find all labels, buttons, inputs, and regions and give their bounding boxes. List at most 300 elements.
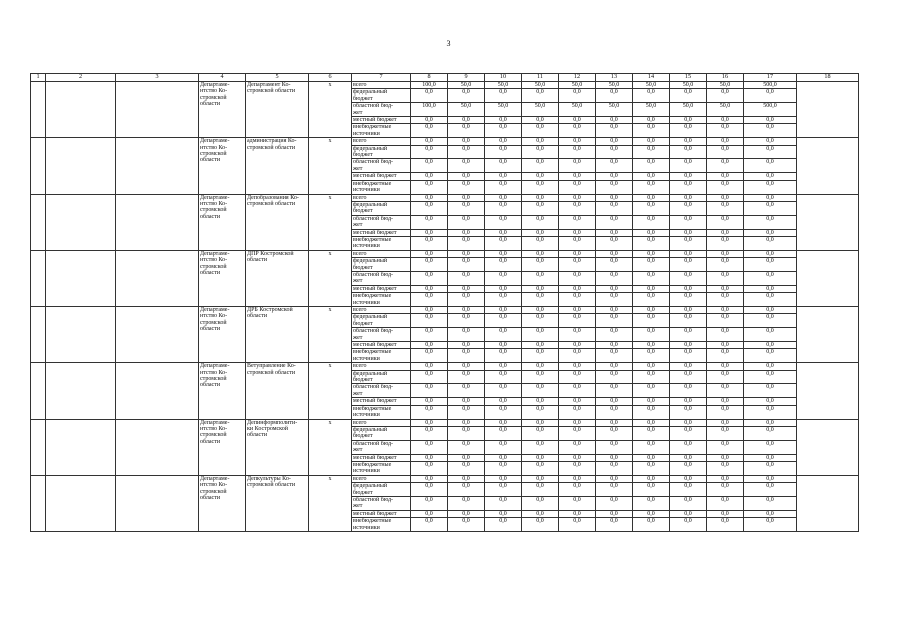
value-cell: 0,0	[596, 384, 633, 398]
funding-source-label: областной бюд- жет	[352, 384, 411, 398]
value-cell: 0,0	[744, 285, 797, 292]
value-cell: 0,0	[559, 124, 596, 138]
value-cell: 0,0	[670, 370, 707, 384]
funding-source-label: федеральный бюджет	[352, 483, 411, 497]
value-cell: 0,0	[559, 342, 596, 349]
value-cell: 0,0	[559, 518, 596, 532]
value-cell: 0,0	[522, 328, 559, 342]
value-cell: 0,0	[411, 250, 448, 257]
value-cell: 0,0	[633, 145, 670, 159]
value-cell: 0,0	[596, 510, 633, 517]
value-cell: 0,0	[633, 454, 670, 461]
value-cell: 0,0	[522, 440, 559, 454]
empty-cell-col2	[46, 194, 116, 250]
value-cell: 0,0	[559, 384, 596, 398]
value-cell: 0,0	[485, 496, 522, 510]
empty-cell-col1	[31, 138, 46, 194]
value-cell: 0,0	[448, 173, 485, 180]
value-cell: 0,0	[670, 349, 707, 363]
value-cell: 0,0	[559, 307, 596, 314]
value-cell: 0,0	[485, 258, 522, 272]
column-header-15: 15	[670, 74, 707, 82]
column-header-7: 7	[352, 74, 411, 82]
column-header-17: 17	[744, 74, 797, 82]
value-cell: 0,0	[707, 475, 744, 482]
value-cell: 0,0	[707, 159, 744, 173]
table-row	[31, 475, 859, 482]
value-cell: 0,0	[559, 271, 596, 285]
value-cell: 50,0	[707, 103, 744, 117]
value-cell: 0,0	[707, 117, 744, 124]
value-cell: 0,0	[744, 124, 797, 138]
empty-cell-col1	[31, 475, 46, 531]
value-cell: 0,0	[411, 258, 448, 272]
value-cell: 0,0	[559, 440, 596, 454]
value-cell: 0,0	[744, 250, 797, 257]
table-row	[31, 250, 859, 257]
value-cell: 0,0	[596, 483, 633, 497]
value-cell: 0,0	[559, 180, 596, 194]
value-cell: 0,0	[633, 370, 670, 384]
empty-cell-col3	[116, 82, 199, 138]
value-cell: 0,0	[522, 363, 559, 370]
value-cell: 0,0	[411, 475, 448, 482]
value-cell: 0,0	[411, 419, 448, 426]
value-cell: 0,0	[596, 215, 633, 229]
value-cell: 0,0	[411, 454, 448, 461]
value-cell: 0,0	[485, 117, 522, 124]
value-cell: 0,0	[596, 454, 633, 461]
value-cell: 0,0	[559, 89, 596, 103]
funding-source-label: местный бюджет	[352, 173, 411, 180]
value-cell: 0,0	[559, 363, 596, 370]
value-cell: 0,0	[559, 426, 596, 440]
value-cell: 0,0	[448, 314, 485, 328]
value-cell: 100,0	[411, 103, 448, 117]
value-cell: 0,0	[744, 258, 797, 272]
value-cell: 0,0	[485, 328, 522, 342]
value-cell: 50,0	[448, 82, 485, 89]
co-executor-cell: Ветуправление Ко- стромской области	[246, 363, 309, 419]
value-cell: 0,0	[448, 180, 485, 194]
value-cell: 0,0	[411, 236, 448, 250]
indicator-cell: х	[309, 194, 352, 250]
value-cell: 0,0	[744, 236, 797, 250]
value-cell: 0,0	[485, 173, 522, 180]
funding-source-label: внебюджетные источники	[352, 518, 411, 532]
table-row	[31, 307, 859, 314]
value-cell: 0,0	[559, 145, 596, 159]
value-cell: 0,0	[522, 510, 559, 517]
value-cell: 0,0	[485, 159, 522, 173]
value-cell: 0,0	[633, 194, 670, 201]
value-cell: 50,0	[559, 103, 596, 117]
indicator-cell: х	[309, 363, 352, 419]
empty-cell-col3	[116, 363, 199, 419]
value-cell: 0,0	[670, 398, 707, 405]
value-cell: 0,0	[670, 342, 707, 349]
value-cell: 0,0	[485, 454, 522, 461]
value-cell: 0,0	[411, 173, 448, 180]
value-cell: 0,0	[448, 124, 485, 138]
value-cell: 0,0	[707, 138, 744, 145]
value-cell: 0,0	[559, 370, 596, 384]
value-cell: 0,0	[670, 173, 707, 180]
value-cell: 0,0	[744, 363, 797, 370]
value-cell: 0,0	[744, 229, 797, 236]
funding-source-label: всего	[352, 82, 411, 89]
funding-source-label: всего	[352, 194, 411, 201]
value-cell: 0,0	[744, 180, 797, 194]
value-cell: 0,0	[670, 293, 707, 307]
funding-source-label: областной бюд- жет	[352, 159, 411, 173]
funding-source-label: областной бюд- жет	[352, 440, 411, 454]
value-cell: 0,0	[744, 138, 797, 145]
value-cell: 0,0	[670, 229, 707, 236]
indicator-cell: х	[309, 307, 352, 363]
value-cell: 0,0	[707, 215, 744, 229]
value-cell: 0,0	[522, 180, 559, 194]
value-cell: 0,0	[596, 370, 633, 384]
value-cell: 0,0	[485, 398, 522, 405]
value-cell: 0,0	[596, 461, 633, 475]
value-cell: 0,0	[559, 419, 596, 426]
value-cell: 0,0	[707, 342, 744, 349]
value-cell: 0,0	[411, 349, 448, 363]
value-cell: 0,0	[633, 124, 670, 138]
value-cell: 0,0	[633, 180, 670, 194]
value-cell: 0,0	[633, 201, 670, 215]
value-cell: 0,0	[707, 483, 744, 497]
value-cell: 500,0	[744, 82, 797, 89]
value-cell: 0,0	[633, 215, 670, 229]
responsible-executor-cell: Департаме- нтство Ко- стромской области	[199, 82, 246, 138]
value-cell: 0,0	[670, 285, 707, 292]
value-cell: 0,0	[485, 307, 522, 314]
value-cell: 0,0	[633, 461, 670, 475]
funding-source-label: всего	[352, 307, 411, 314]
value-cell: 0,0	[744, 307, 797, 314]
value-cell: 0,0	[411, 201, 448, 215]
value-cell: 0,0	[411, 145, 448, 159]
value-cell: 50,0	[596, 103, 633, 117]
value-cell: 0,0	[596, 426, 633, 440]
empty-cell-col18	[797, 250, 859, 306]
value-cell: 0,0	[448, 398, 485, 405]
value-cell: 0,0	[522, 117, 559, 124]
value-cell: 0,0	[707, 180, 744, 194]
value-cell: 0,0	[670, 475, 707, 482]
value-cell: 0,0	[596, 293, 633, 307]
value-cell: 0,0	[485, 271, 522, 285]
value-cell: 0,0	[522, 201, 559, 215]
value-cell: 0,0	[707, 229, 744, 236]
value-cell: 0,0	[559, 258, 596, 272]
value-cell: 0,0	[596, 314, 633, 328]
responsible-executor-cell: Департаме- нтство Ко- стромской области	[199, 307, 246, 363]
empty-cell-col18	[797, 194, 859, 250]
value-cell: 0,0	[707, 398, 744, 405]
value-cell: 0,0	[633, 159, 670, 173]
column-header-8: 8	[411, 74, 448, 82]
value-cell: 0,0	[596, 271, 633, 285]
value-cell: 0,0	[559, 194, 596, 201]
value-cell: 0,0	[633, 173, 670, 180]
empty-cell-col1	[31, 194, 46, 250]
funding-source-label: областной бюд- жет	[352, 103, 411, 117]
value-cell: 0,0	[522, 454, 559, 461]
value-cell: 0,0	[522, 194, 559, 201]
value-cell: 0,0	[633, 342, 670, 349]
value-cell: 0,0	[485, 215, 522, 229]
value-cell: 0,0	[633, 496, 670, 510]
table-row	[31, 82, 859, 89]
funding-source-label: местный бюджет	[352, 117, 411, 124]
value-cell: 0,0	[744, 510, 797, 517]
value-cell: 0,0	[485, 124, 522, 138]
empty-cell-col2	[46, 419, 116, 475]
value-cell: 0,0	[596, 138, 633, 145]
empty-cell-col1	[31, 250, 46, 306]
funding-source-label: областной бюд- жет	[352, 271, 411, 285]
empty-cell-col1	[31, 419, 46, 475]
funding-source-label: федеральный бюджет	[352, 370, 411, 384]
value-cell: 0,0	[448, 440, 485, 454]
value-cell: 0,0	[744, 328, 797, 342]
budget-table	[30, 73, 859, 532]
value-cell: 0,0	[744, 475, 797, 482]
empty-cell-col2	[46, 82, 116, 138]
value-cell: 0,0	[411, 271, 448, 285]
value-cell: 50,0	[633, 103, 670, 117]
empty-cell-col18	[797, 138, 859, 194]
value-cell: 0,0	[633, 475, 670, 482]
value-cell: 0,0	[707, 236, 744, 250]
value-cell: 0,0	[559, 159, 596, 173]
column-header-2: 2	[46, 74, 116, 82]
value-cell: 0,0	[707, 293, 744, 307]
value-cell: 0,0	[522, 145, 559, 159]
column-header-14: 14	[633, 74, 670, 82]
value-cell: 0,0	[485, 440, 522, 454]
value-cell: 0,0	[707, 145, 744, 159]
value-cell: 0,0	[707, 124, 744, 138]
value-cell: 0,0	[670, 328, 707, 342]
value-cell: 0,0	[485, 229, 522, 236]
value-cell: 0,0	[596, 173, 633, 180]
funding-source-label: областной бюд- жет	[352, 328, 411, 342]
value-cell: 0,0	[596, 201, 633, 215]
value-cell: 0,0	[707, 363, 744, 370]
value-cell: 50,0	[707, 82, 744, 89]
funding-source-label: внебюджетные источники	[352, 405, 411, 419]
value-cell: 0,0	[485, 342, 522, 349]
co-executor-cell: Депинформполити- ки Костромской области	[246, 419, 309, 475]
responsible-executor-cell: Департаме- нтство Ко- стромской области	[199, 194, 246, 250]
empty-cell-col2	[46, 307, 116, 363]
value-cell: 0,0	[744, 370, 797, 384]
value-cell: 0,0	[744, 201, 797, 215]
value-cell: 0,0	[522, 419, 559, 426]
table-row	[31, 419, 859, 426]
value-cell: 0,0	[448, 194, 485, 201]
value-cell: 0,0	[744, 461, 797, 475]
funding-source-label: федеральный бюджет	[352, 258, 411, 272]
value-cell: 0,0	[744, 314, 797, 328]
value-cell: 0,0	[707, 194, 744, 201]
value-cell: 50,0	[448, 103, 485, 117]
value-cell: 0,0	[633, 426, 670, 440]
value-cell: 0,0	[596, 475, 633, 482]
value-cell: 0,0	[633, 419, 670, 426]
co-executor-cell: Депкультуры Ко- стромской области	[246, 475, 309, 531]
value-cell: 0,0	[522, 89, 559, 103]
value-cell: 0,0	[633, 250, 670, 257]
value-cell: 0,0	[559, 510, 596, 517]
value-cell: 0,0	[411, 398, 448, 405]
value-cell: 0,0	[448, 384, 485, 398]
value-cell: 0,0	[596, 89, 633, 103]
value-cell: 0,0	[633, 363, 670, 370]
value-cell: 0,0	[670, 314, 707, 328]
co-executor-cell: Депобразования Ко- стромской области	[246, 194, 309, 250]
value-cell: 0,0	[633, 483, 670, 497]
value-cell: 0,0	[670, 201, 707, 215]
empty-cell-col18	[797, 307, 859, 363]
value-cell: 0,0	[411, 370, 448, 384]
value-cell: 0,0	[596, 258, 633, 272]
indicator-cell: х	[309, 419, 352, 475]
value-cell: 0,0	[448, 236, 485, 250]
value-cell: 0,0	[448, 117, 485, 124]
indicator-cell: х	[309, 475, 352, 531]
table-row	[31, 194, 859, 201]
value-cell: 50,0	[670, 103, 707, 117]
value-cell: 50,0	[633, 82, 670, 89]
value-cell: 0,0	[448, 461, 485, 475]
value-cell: 0,0	[707, 496, 744, 510]
value-cell: 0,0	[411, 138, 448, 145]
value-cell: 0,0	[411, 405, 448, 419]
value-cell: 0,0	[411, 384, 448, 398]
value-cell: 0,0	[707, 328, 744, 342]
value-cell: 0,0	[707, 349, 744, 363]
value-cell: 0,0	[707, 518, 744, 532]
value-cell: 0,0	[559, 328, 596, 342]
value-cell: 0,0	[411, 229, 448, 236]
value-cell: 0,0	[559, 475, 596, 482]
value-cell: 0,0	[522, 293, 559, 307]
empty-cell-col2	[46, 475, 116, 531]
value-cell: 0,0	[633, 89, 670, 103]
value-cell: 0,0	[744, 342, 797, 349]
value-cell: 0,0	[633, 518, 670, 532]
value-cell: 0,0	[522, 314, 559, 328]
value-cell: 0,0	[448, 328, 485, 342]
value-cell: 0,0	[596, 285, 633, 292]
value-cell: 0,0	[522, 398, 559, 405]
value-cell: 0,0	[633, 405, 670, 419]
funding-source-label: местный бюджет	[352, 342, 411, 349]
indicator-cell: х	[309, 82, 352, 138]
value-cell: 0,0	[744, 293, 797, 307]
value-cell: 0,0	[448, 271, 485, 285]
value-cell: 0,0	[559, 496, 596, 510]
value-cell: 0,0	[744, 405, 797, 419]
value-cell: 0,0	[596, 328, 633, 342]
funding-source-label: внебюджетные источники	[352, 236, 411, 250]
indicator-cell: х	[309, 250, 352, 306]
value-cell: 0,0	[522, 483, 559, 497]
value-cell: 0,0	[522, 258, 559, 272]
value-cell: 0,0	[485, 518, 522, 532]
value-cell: 0,0	[448, 426, 485, 440]
value-cell: 0,0	[633, 271, 670, 285]
value-cell: 0,0	[485, 384, 522, 398]
value-cell: 0,0	[670, 405, 707, 419]
value-cell: 0,0	[522, 496, 559, 510]
value-cell: 0,0	[411, 510, 448, 517]
value-cell: 0,0	[411, 124, 448, 138]
value-cell: 0,0	[411, 89, 448, 103]
value-cell: 0,0	[411, 328, 448, 342]
value-cell: 0,0	[670, 271, 707, 285]
value-cell: 0,0	[485, 363, 522, 370]
value-cell: 0,0	[707, 258, 744, 272]
value-cell: 0,0	[522, 370, 559, 384]
value-cell: 0,0	[485, 89, 522, 103]
column-header-18: 18	[797, 74, 859, 82]
value-cell: 0,0	[448, 363, 485, 370]
value-cell: 0,0	[670, 440, 707, 454]
value-cell: 0,0	[559, 250, 596, 257]
value-cell: 0,0	[633, 138, 670, 145]
value-cell: 0,0	[596, 180, 633, 194]
value-cell: 0,0	[633, 293, 670, 307]
value-cell: 0,0	[633, 285, 670, 292]
funding-source-label: федеральный бюджет	[352, 426, 411, 440]
value-cell: 0,0	[448, 307, 485, 314]
value-cell: 0,0	[448, 215, 485, 229]
funding-source-label: областной бюд- жет	[352, 215, 411, 229]
value-cell: 0,0	[448, 419, 485, 426]
value-cell: 0,0	[485, 461, 522, 475]
empty-cell-col3	[116, 419, 199, 475]
funding-source-label: внебюджетные источники	[352, 349, 411, 363]
value-cell: 0,0	[596, 159, 633, 173]
empty-cell-col2	[46, 250, 116, 306]
column-header-13: 13	[596, 74, 633, 82]
table-body	[31, 74, 859, 532]
value-cell: 0,0	[522, 307, 559, 314]
value-cell: 0,0	[522, 236, 559, 250]
value-cell: 0,0	[633, 236, 670, 250]
value-cell: 0,0	[522, 173, 559, 180]
value-cell: 50,0	[596, 82, 633, 89]
value-cell: 0,0	[559, 454, 596, 461]
funding-source-label: всего	[352, 250, 411, 257]
value-cell: 0,0	[448, 510, 485, 517]
value-cell: 0,0	[670, 215, 707, 229]
value-cell: 0,0	[707, 250, 744, 257]
value-cell: 0,0	[633, 384, 670, 398]
value-cell: 0,0	[670, 145, 707, 159]
value-cell: 0,0	[596, 307, 633, 314]
value-cell: 0,0	[485, 426, 522, 440]
value-cell: 0,0	[707, 314, 744, 328]
value-cell: 0,0	[448, 159, 485, 173]
value-cell: 0,0	[522, 405, 559, 419]
